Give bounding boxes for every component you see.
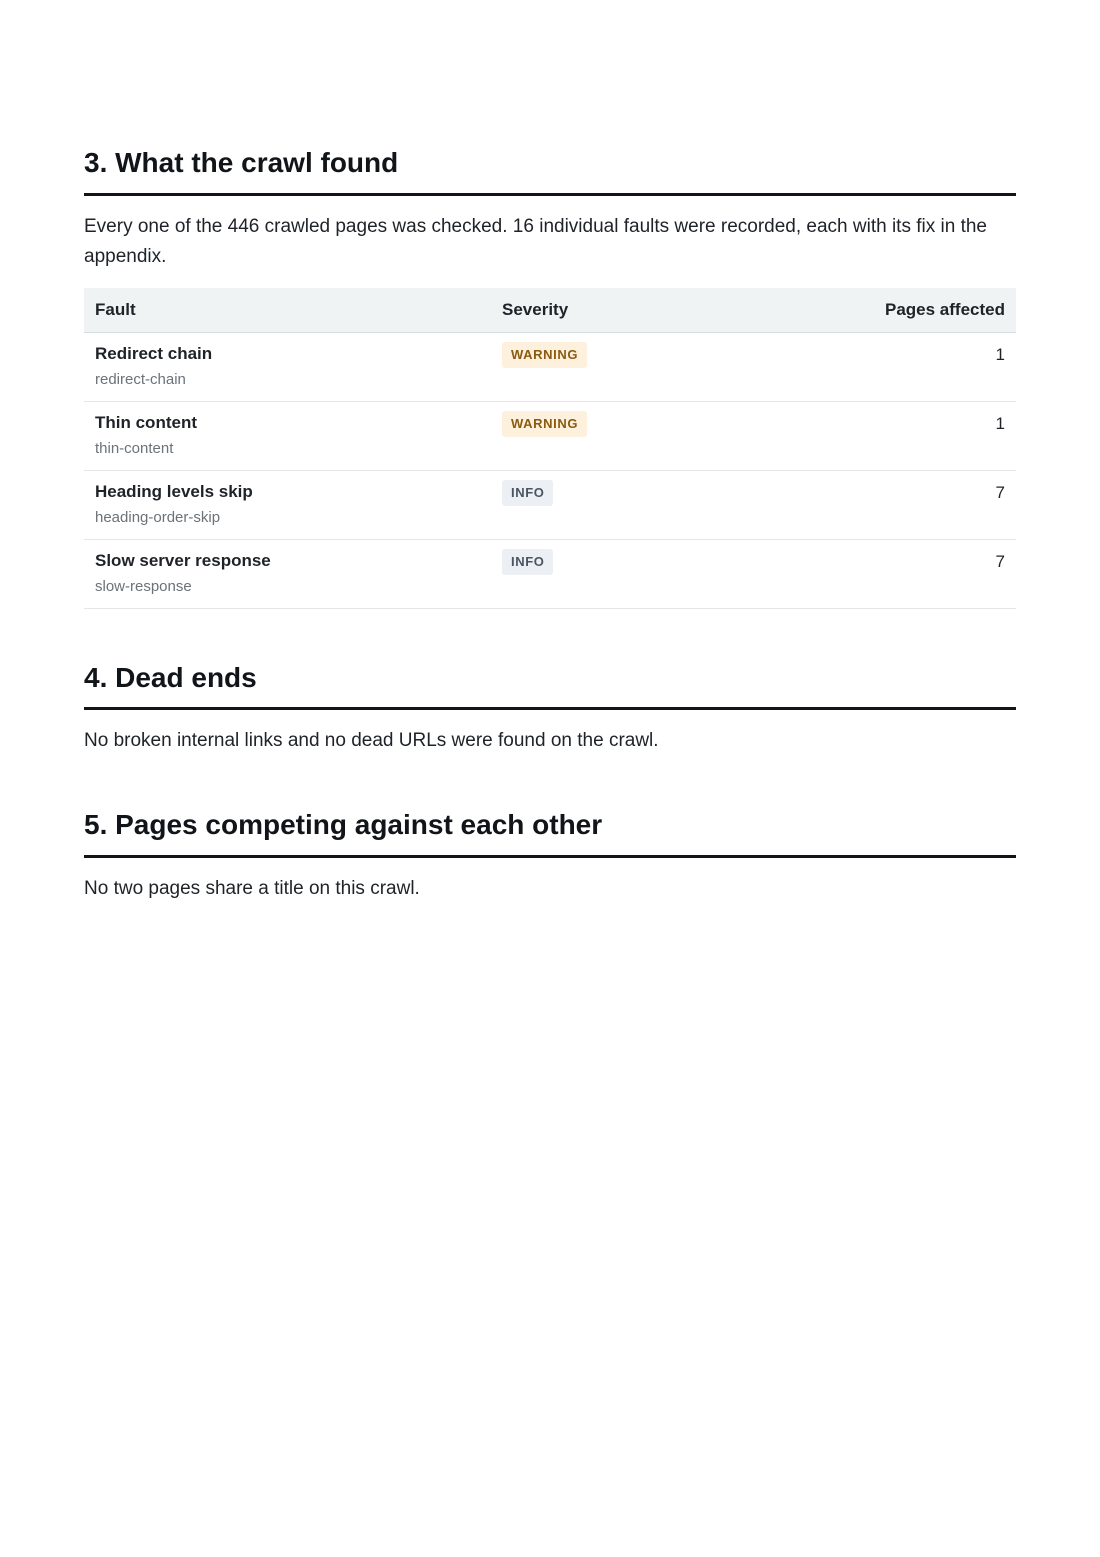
severity-cell [491, 332, 741, 401]
pages-affected-cell: 7 [741, 539, 1016, 608]
severity-cell [491, 470, 741, 539]
table-row [84, 332, 1016, 401]
severity-cell [491, 539, 741, 608]
section-crawl-findings [84, 0, 1016, 609]
fault-cell [84, 470, 491, 539]
section-competing-pages [84, 756, 1016, 904]
table-row [84, 401, 1016, 470]
severity-badge: INFO [502, 480, 553, 506]
section-intro: No two pages share a title on this crawl. [84, 877, 420, 899]
fault-name: Slow server response [95, 550, 271, 570]
fault-id: redirect-chain [95, 370, 186, 388]
fault-name: Redirect chain [95, 343, 213, 363]
severity-badge: WARNING [502, 411, 587, 437]
section-intro: Every one of the 446 crawled pages was checked. 16 individual faults were recorded, each with its fix in the appendix. [84, 215, 988, 267]
pages-affected-cell: 7 [741, 470, 1016, 539]
table-header-row [84, 288, 1016, 333]
section-heading: 5. Pages competing against each other [84, 808, 1016, 858]
fault-cell [84, 401, 491, 470]
fault-cell [84, 539, 491, 608]
faults-table [84, 288, 1016, 609]
fault-id: thin-content [95, 439, 174, 457]
table-row [84, 470, 1016, 539]
section-dead-ends [84, 609, 1016, 757]
severity-cell [491, 401, 741, 470]
section-intro: No broken internal links and no dead URLs were found on the crawl. [84, 730, 659, 752]
fault-name: Thin content [95, 412, 197, 432]
fault-id: heading-order-skip [95, 508, 221, 526]
pages-affected-cell: 1 [741, 401, 1016, 470]
table-row [84, 539, 1016, 608]
section-heading: 4. Dead ends [84, 661, 1016, 711]
severity-badge: INFO [502, 549, 553, 575]
pages-affected-cell: 1 [741, 332, 1016, 401]
fault-id: slow-response [95, 577, 192, 595]
fault-name: Heading levels skip [95, 481, 253, 501]
column-header-severity: Severity [491, 288, 741, 333]
fault-cell [84, 332, 491, 401]
column-header-fault: Fault [84, 288, 491, 333]
severity-badge: WARNING [502, 342, 587, 368]
section-heading: 3. What the crawl found [84, 146, 1016, 196]
column-header-pages-affected: Pages affected [741, 288, 1016, 333]
